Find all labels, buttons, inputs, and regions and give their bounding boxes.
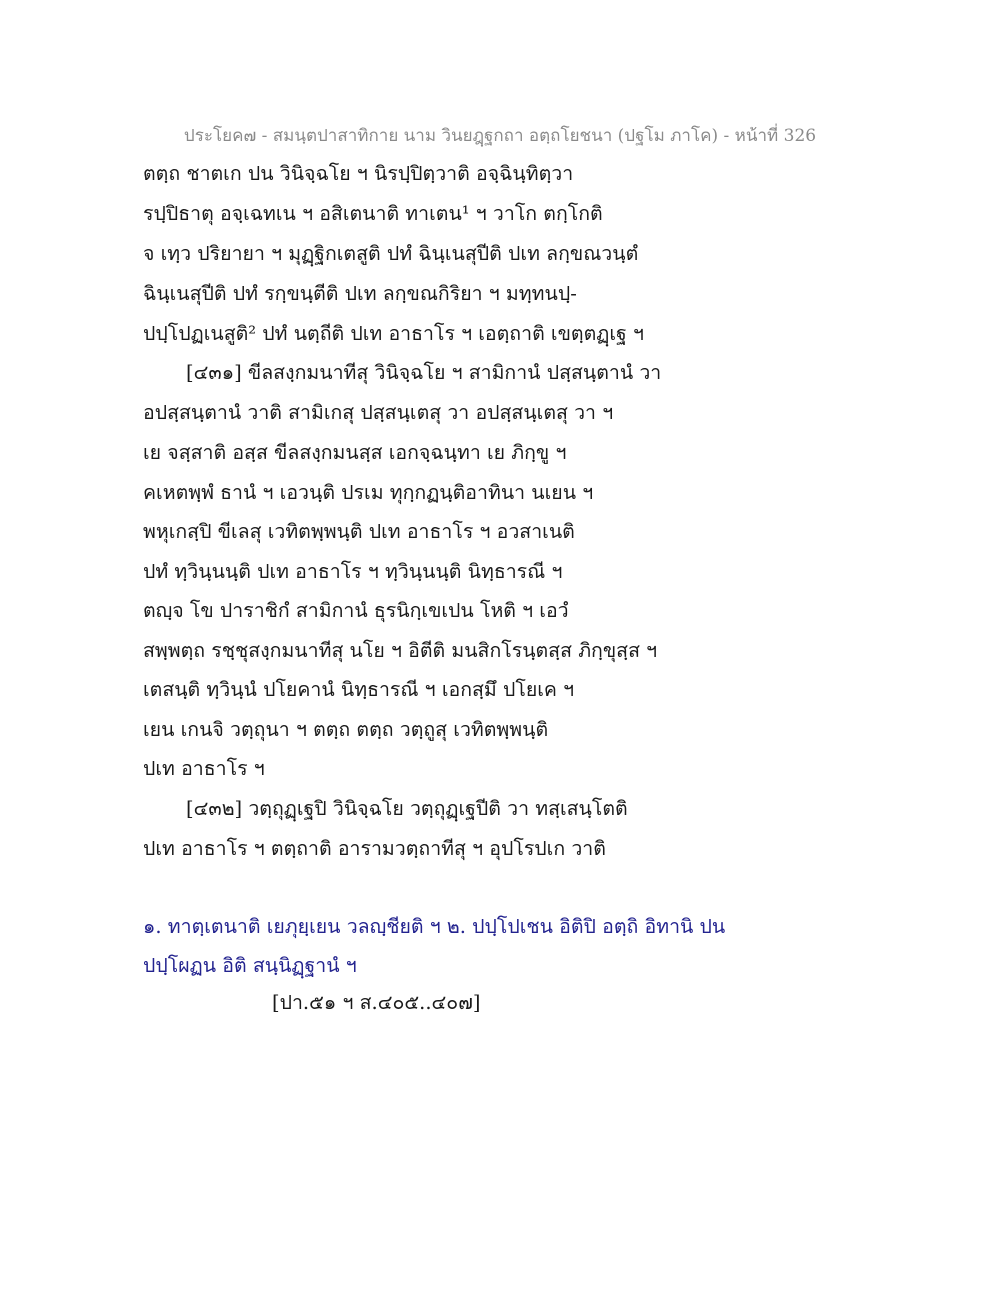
- running-header: ประโยค๗ - สมนฺตปาสาทิกาย นาม วินยฎฺฐกถา อตฺถโยชนา (ปฐโม ภาโค) - หน้าที่ 326: [183, 126, 817, 146]
- page-reference: [ปา.๕๑ ฯ ส.๔๐๕..๔๐๗]: [272, 991, 481, 1014]
- paragraph-start-432: [๔๓๒] วตฺถุฏฺเฐปิ วินิจฺฉโย วตฺถุฏฺเฐปีติ วา ทสฺเสนฺโตติ: [186, 797, 628, 820]
- body-line: ตญฺจ โข ปาราชิกํ สามิกานํ ธุรนิกฺเขเปน โหติ ฯ เอวํ: [143, 599, 569, 622]
- body-line: ฉินฺเนสุปีติ ปทํ รกฺขนฺตีติ ปเท ลกฺขณกิริยา ฯ มทฺทนปฺ-: [143, 282, 577, 305]
- body-line: เตสนฺติ ทฺวินฺนํ ปโยคานํ นิทฺธารณี ฯ เอกสฺมึ ปโยเค ฯ: [143, 678, 575, 701]
- footnote-line: ๑. ทาตฺเตนาติ เยภุยฺเยน วลญฺชียติ ฯ ๒. ปปฺโปเชน อิติปิ อตฺถิ อิทานิ ปน: [143, 915, 726, 938]
- paragraph-start-431: [๔๓๑] ขีลสงฺกมนาทีสุ วินิจฺฉโย ฯ สามิกานํ ปสฺสนฺตานํ วา: [186, 361, 662, 384]
- body-line: คเหตพฺพํ ธานํ ฯ เอวนฺติ ปรเม ทุกฺกฏนฺติอาทินา นเยน ฯ: [143, 481, 594, 504]
- body-line: อปสฺสนฺตานํ วาติ สามิเกสุ ปสฺสนฺเตสุ วา อปสฺสนฺเตสุ วา ฯ: [143, 401, 614, 424]
- body-line: รปฺปิธาตุ อจฺเฉทเน ฯ อสิเตนาติ ทาเตน¹ ฯ วาโก ตกฺโกติ: [143, 202, 603, 225]
- body-line: สพฺพตฺถ รชฺชุสงฺกมนาทีสุ นโย ฯ อิตีติ มนสิกโรนฺตสฺส ภิกฺขุสฺส ฯ: [143, 639, 658, 662]
- body-line: เย จสฺสาติ อสฺส ขีลสงฺกมนสฺส เอกจฺฉนฺทา เย ภิกฺขู ฯ: [143, 441, 567, 464]
- body-line: เยน เกนจิ วตฺถุนา ฯ ตตฺถ ตตฺถ วตฺถูสุ เวทิตพฺพนฺติ: [143, 718, 549, 741]
- body-line: ตตฺถ ชาตเก ปน วินิจฺฉโย ฯ นิรปฺปิตฺวาติ อจฺฉินฺทิตฺวา: [143, 162, 574, 185]
- body-line: ปทํ ทฺวินฺนนฺติ ปเท อาธาโร ฯ ทฺวินฺนนฺติ นิทฺธารณี ฯ: [143, 560, 563, 583]
- body-line: ปเท อาธาโร ฯ: [143, 757, 265, 780]
- body-line: ปปฺโปฏเนสูติ² ปทํ นตฺถีติ ปเท อาธาโร ฯ เอตฺถาติ เขตฺตฏฺเฐ ฯ: [143, 322, 644, 345]
- footnote-line: ปปฺโผฏน อิติ สนฺนิฏฺฐานํ ฯ: [143, 954, 357, 977]
- body-line: ปเท อาธาโร ฯ ตตฺถาติ อารามวตฺถาทีสุ ฯ อุปโรปเก วาติ: [143, 837, 606, 860]
- body-line: พหุเกสฺปิ ขีเลสุ เวทิตพฺพนฺติ ปเท อาธาโร ฯ อวสาเนติ: [143, 520, 575, 543]
- body-line: จ เทฺว ปริยายา ฯ มุฏฺฐิกเตสูติ ปทํ ฉินฺเนสุปีติ ปเท ลกฺขณวนฺตํ: [143, 242, 639, 265]
